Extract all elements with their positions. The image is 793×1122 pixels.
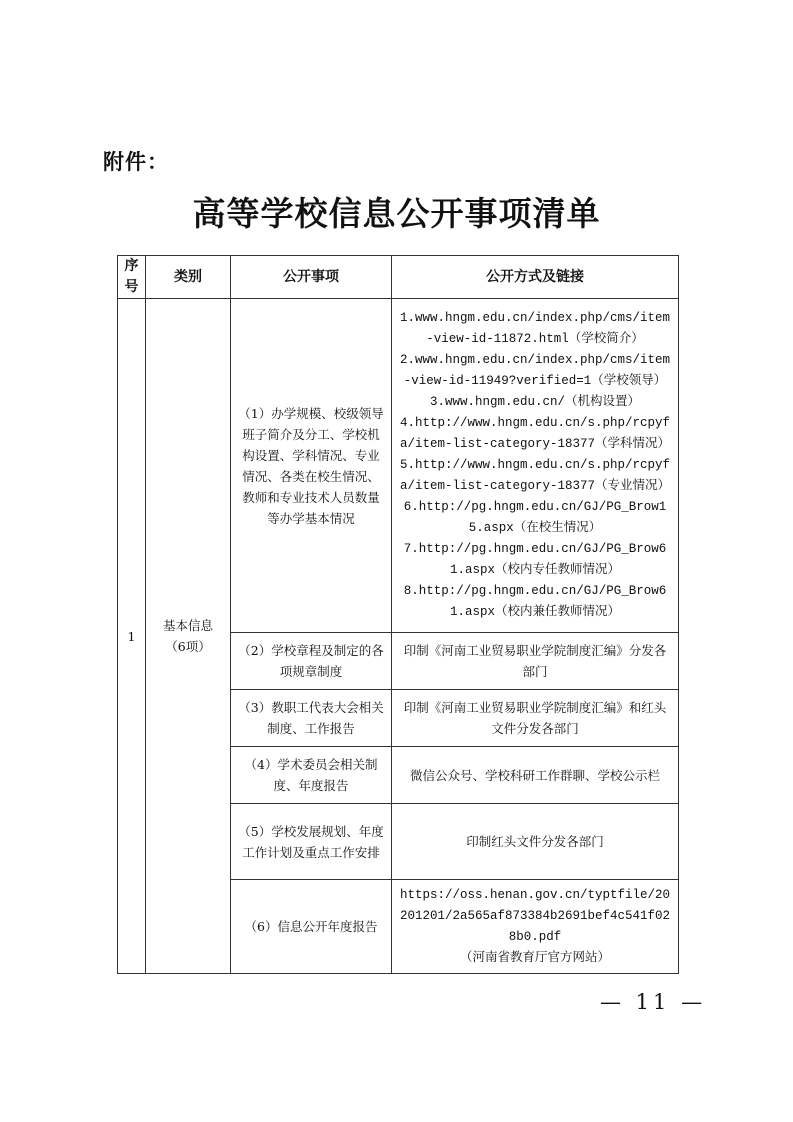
link-item[interactable]: 7.http://pg.hngm.edu.cn/GJ/PG_Brow61.aspx（校内专任教师情况） <box>403 542 667 577</box>
header-category: 类别 <box>146 256 231 299</box>
method-cell: 印制《河南工业贸易职业学院制度汇编》和红头文件分发各部门 <box>392 690 679 747</box>
report-link[interactable]: https://oss.henan.gov.cn/typtfile/20201201/2a565af873384b2691bef4c541f028b0.pdf <box>399 887 671 944</box>
item-cell: （6）信息公开年度报告 <box>231 880 392 974</box>
method-cell: 印制《河南工业贸易职业学院制度汇编》分发各部门 <box>392 633 679 690</box>
header-item: 公开事项 <box>231 256 392 299</box>
category-count: （6项） <box>165 639 211 654</box>
category-name: 基本信息 <box>162 618 213 633</box>
attachment-label: 附件： <box>103 150 169 174</box>
page-number: — 11 — <box>600 990 707 1014</box>
item-cell: （5）学校发展规划、年度工作计划及重点工作安排 <box>231 804 392 880</box>
header-seq: 序号 <box>118 256 146 299</box>
method-cell <box>392 880 679 974</box>
disclosure-table <box>117 255 679 974</box>
header-method: 公开方式及链接 <box>392 256 679 299</box>
link-item[interactable]: 5.http://www.hngm.edu.cn/s.php/rcpyfa/item-list-category-18377（专业情况） <box>399 458 671 493</box>
link-item[interactable]: 3.www.hngm.edu.cn/（机构设置） <box>429 395 641 409</box>
method-cell <box>392 299 679 633</box>
link-item[interactable]: 4.http://www.hngm.edu.cn/s.php/rcpyfa/item-list-category-18377（学科情况） <box>399 416 671 451</box>
item-cell: （1）办学规模、校级领导班子简介及分工、学校机构设置、学科情况、专业情况、各类在校生情况、教师和专业技术人员数量等办学基本情况 <box>231 299 392 633</box>
item-cell: （4）学术委员会相关制度、年度报告 <box>231 747 392 804</box>
table-header-row <box>118 256 679 299</box>
method-cell: 印制红头文件分发各部门 <box>392 804 679 880</box>
link-item[interactable]: 1.www.hngm.edu.cn/index.php/cms/item-view-id-11872.html（学校简介） <box>399 311 671 346</box>
item-cell: （2）学校章程及制定的各项规章制度 <box>231 633 392 690</box>
link-item[interactable]: 8.http://pg.hngm.edu.cn/GJ/PG_Brow61.aspx（校内兼任教师情况） <box>403 584 667 619</box>
table-row <box>118 299 679 633</box>
seq-cell: 1 <box>118 299 146 974</box>
method-cell: 微信公众号、学校科研工作群聊、学校公示栏 <box>392 747 679 804</box>
report-source-note: （河南省教育厅官方网站） <box>459 950 610 965</box>
link-item[interactable]: 6.http://pg.hngm.edu.cn/GJ/PG_Brow15.aspx（在校生情况） <box>403 500 667 535</box>
link-item[interactable]: 2.www.hngm.edu.cn/index.php/cms/item-view-id-11949?verified=1（学校领导） <box>399 353 671 388</box>
item-cell: （3）教职工代表大会相关制度、工作报告 <box>231 690 392 747</box>
document-title: 高等学校信息公开事项清单 <box>192 194 601 233</box>
category-cell <box>146 299 231 974</box>
